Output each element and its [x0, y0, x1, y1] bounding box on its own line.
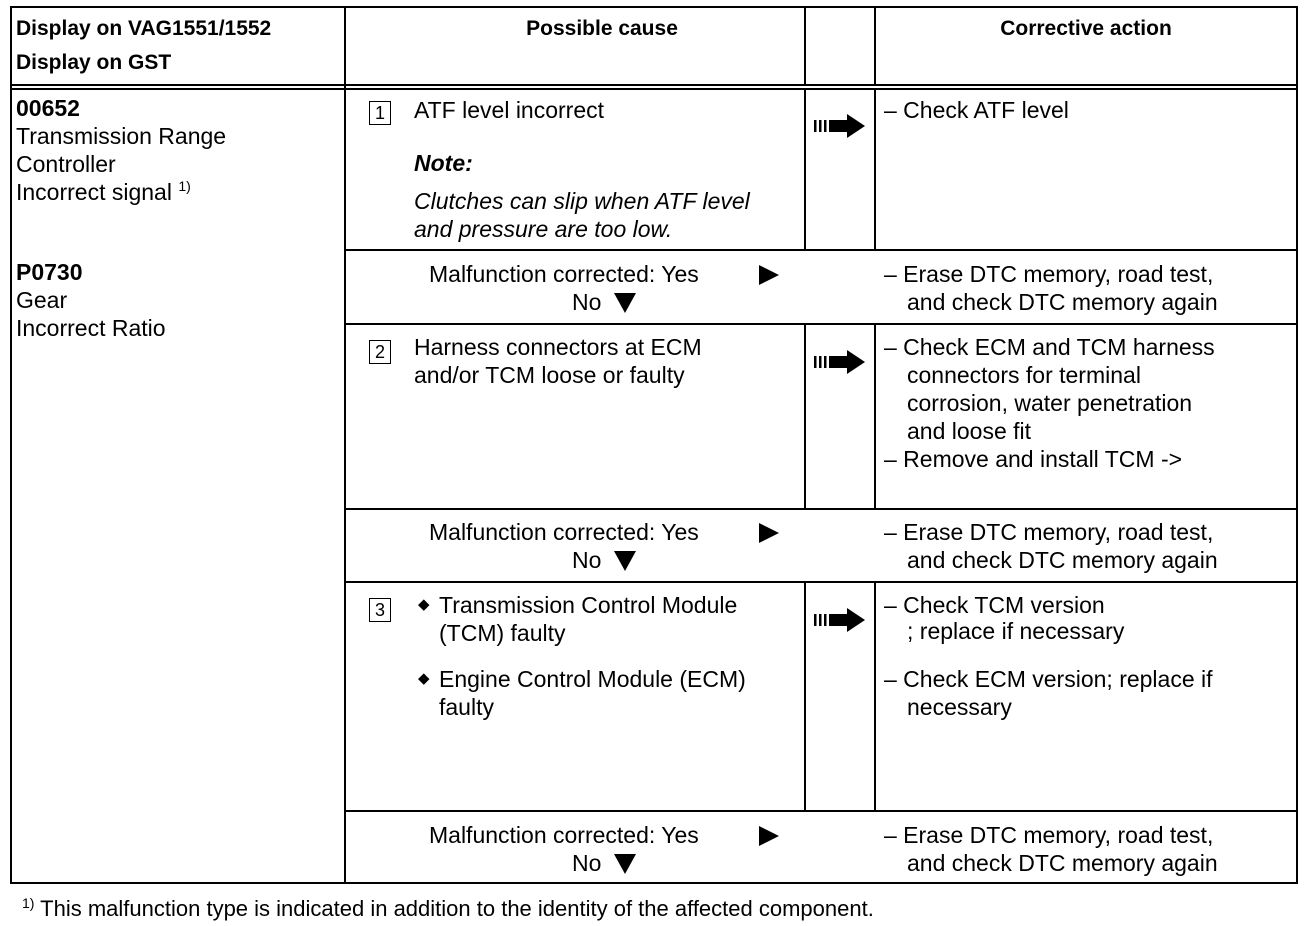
triangle-right-icon [759, 265, 779, 285]
triangle-down-icon [614, 854, 636, 874]
corrective-action: and check DTC memory again [907, 289, 1218, 315]
corrective-action: necessary [907, 694, 1012, 720]
corrective-action: and check DTC memory again [907, 850, 1218, 876]
right-arrow-icon [814, 349, 866, 375]
possible-cause: (TCM) faulty [439, 620, 566, 646]
triangle-right-icon [759, 826, 779, 846]
possible-cause: Transmission Control Module [439, 592, 738, 618]
step-number-box: 3 [369, 598, 391, 622]
diamond-bullet-icon: ◆ [418, 670, 430, 687]
corrective-action: – Erase DTC memory, road test, [884, 822, 1214, 848]
malfunction-corrected-no: No [572, 289, 602, 315]
possible-cause: faulty [439, 694, 494, 720]
fault-code: P0730 [16, 259, 83, 285]
corrective-action: – Check ATF level [884, 97, 1069, 123]
fault-code: 00652 [16, 95, 80, 121]
fault-type-text: Incorrect signal [16, 179, 172, 205]
note-text: and pressure are too low. [414, 216, 673, 242]
triangle-down-icon [614, 293, 636, 313]
malfunction-corrected-yes: Malfunction corrected: Yes [429, 261, 699, 287]
possible-cause: ATF level incorrect [414, 97, 605, 123]
triangle-right-icon [759, 523, 779, 543]
note-text: Clutches can slip when ATF level [414, 188, 750, 214]
fault-description-line [16, 178, 191, 206]
malfunction-corrected-no: No [572, 547, 602, 573]
possible-cause: and/or TCM loose or faulty [414, 362, 685, 388]
right-arrow-icon [814, 607, 866, 633]
footnote [22, 895, 874, 923]
note-label: Note: [414, 150, 473, 176]
corrective-action: – Erase DTC memory, road test, [884, 519, 1214, 545]
corrective-action: – Check ECM and TCM harness [884, 334, 1215, 360]
step-number-box: 2 [369, 340, 391, 364]
step-number-box: 1 [369, 101, 391, 125]
corrective-action: – Erase DTC memory, road test, [884, 261, 1214, 287]
header-display-vag: Display on VAG1551/1552 [16, 17, 272, 40]
fault-description-line: Incorrect Ratio [16, 315, 166, 341]
corrective-action: and loose fit [907, 418, 1032, 444]
malfunction-corrected-yes: Malfunction corrected: Yes [429, 519, 699, 545]
corrective-action: and check DTC memory again [907, 547, 1218, 573]
possible-cause: Engine Control Module (ECM) [439, 666, 746, 692]
possible-cause: Harness connectors at ECM [414, 334, 702, 360]
corrective-action: corrosion, water penetration [907, 390, 1193, 416]
fault-description-line: Transmission Range [16, 123, 227, 149]
footnote-text: This malfunction type is indicated in addition to the identity of the affected component. [40, 896, 874, 921]
corrective-action: ; replace if necessary [907, 618, 1125, 644]
corrective-action: – Check TCM version [884, 592, 1105, 618]
right-arrow-icon [814, 113, 866, 139]
triangle-down-icon [614, 551, 636, 571]
header-display-gst: Display on GST [16, 51, 172, 74]
malfunction-corrected-yes: Malfunction corrected: Yes [429, 822, 699, 848]
corrective-action: – Remove and install TCM -> [884, 446, 1183, 472]
corrective-action: connectors for terminal [907, 362, 1141, 388]
fault-description-line: Gear [16, 287, 68, 313]
footnote-reference: 1) [178, 178, 191, 194]
corrective-action: – Check ECM version; replace if [884, 666, 1213, 692]
fault-description-line: Controller [16, 151, 116, 177]
header-corrective-action: Corrective action [1000, 17, 1172, 40]
header-possible-cause: Possible cause [526, 17, 678, 40]
malfunction-corrected-no: No [572, 850, 602, 876]
diamond-bullet-icon: ◆ [418, 596, 430, 613]
footnote-mark: 1) [22, 895, 35, 911]
